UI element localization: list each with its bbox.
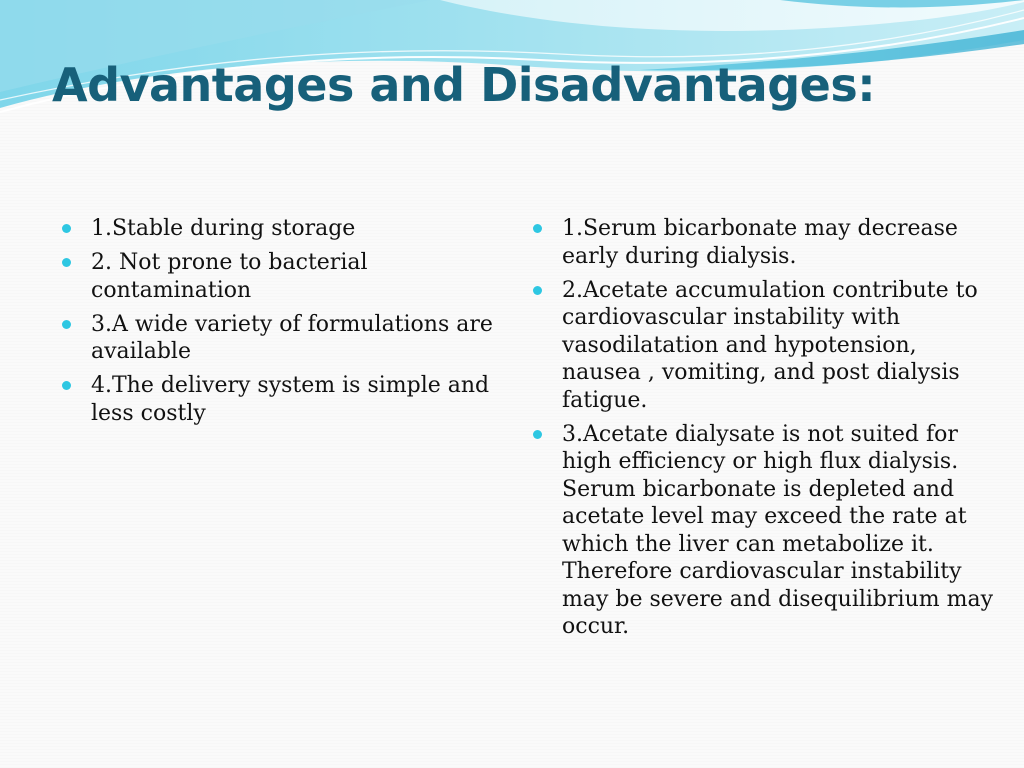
list-item-text: 2. Not prone to bacterial contamination [91,250,368,303]
list-item [533,215,993,270]
bullet-dot-icon [533,430,542,439]
bullet-dot-icon [533,286,542,295]
list-item-text: 1.Stable during storage [91,216,356,241]
list-item-text: 4.The delivery system is simple and less costly [91,373,490,426]
bullet-dot-icon [62,381,71,390]
list-item [62,249,502,304]
list-item [62,372,502,427]
bullet-dot-icon [533,224,542,233]
list-item-text: 2.Acetate accumulation contribute to cardiovascular instability with vasodilatation and hypotension, nausea , vomiting, and post dialysis fatigue. [562,277,978,413]
list-item [62,311,502,366]
list-item [533,421,993,641]
bullet-dot-icon [62,258,71,267]
list-item-text: 3.Acetate dialysate is not suited for high efficiency or high flux dialysis. Serum bicarbonate is depleted and acetate level may exceed the rate at which the liver can metabolize it. Therefore cardiovascular instability may be severe and disequilibrium may occur. [562,421,993,639]
list-item [62,215,502,243]
advantages-list [62,215,502,434]
bullet-dot-icon [62,320,71,329]
bullet-dot-icon [62,224,71,233]
list-item [533,277,993,415]
slide-title: Advantages and Disadvantages: [52,58,876,112]
disadvantages-list [533,215,993,647]
list-item-text: 1.Serum bicarbonate may decrease early during dialysis. [562,216,958,269]
list-item-text: 3.A wide variety of formulations are available [91,311,493,364]
